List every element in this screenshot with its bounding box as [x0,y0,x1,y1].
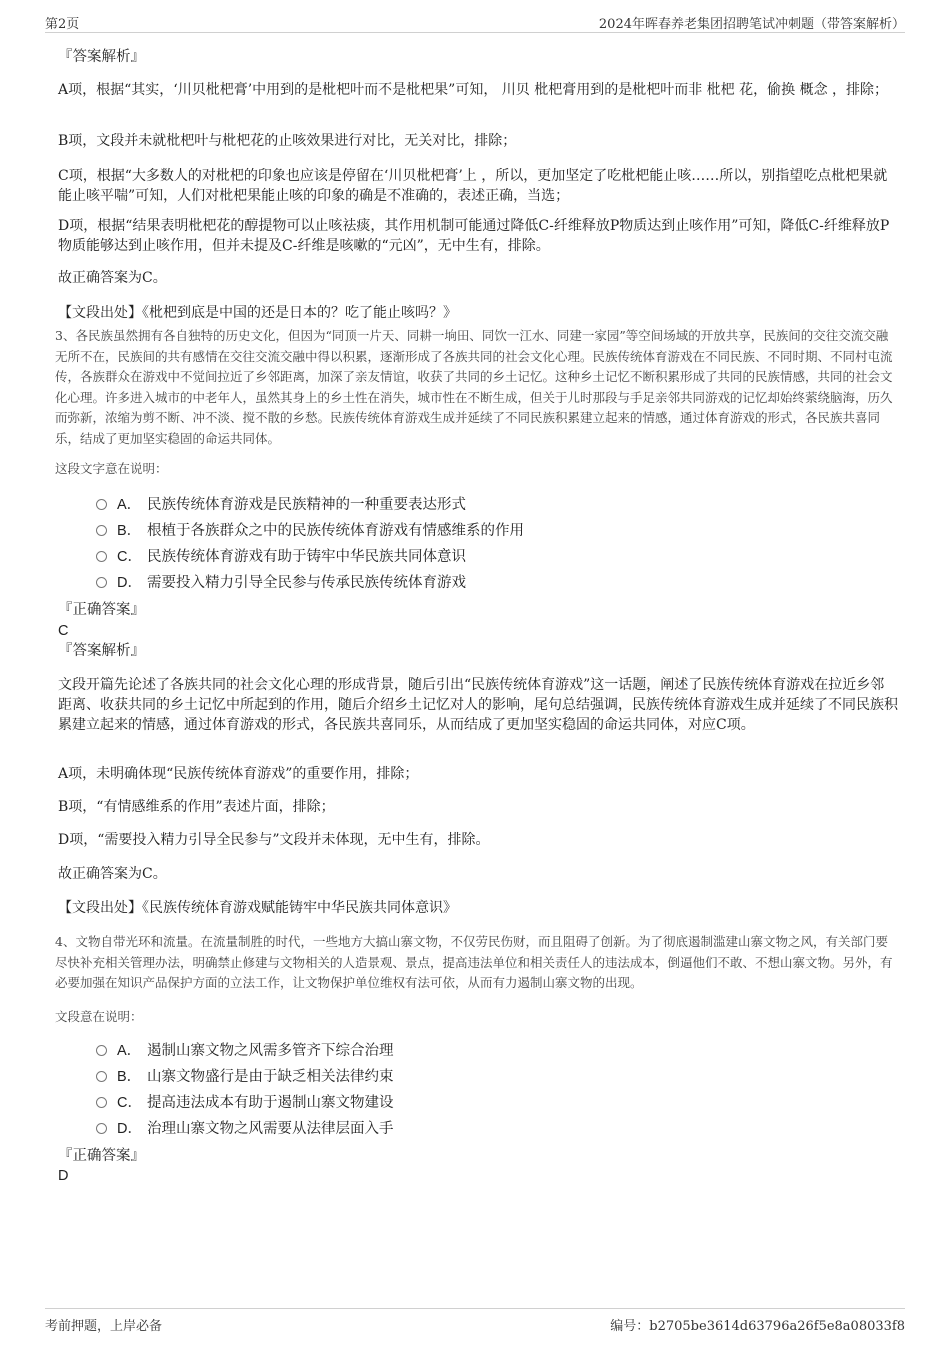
q2-option-a-analysis: A项，根据“其实，‘川贝枇杷膏’中用到的是枇杷叶而不是枇杷果”可知， 川贝 枇杷膏用到的是枇杷叶而非 枇杷 花，偷换 概念 ，排除； [58,82,889,98]
q3-passage: 3、各民族虽然拥有各自独特的历史文化，但因为“同顶一片天、同耕一垧田、同饮一江水、同建一家园”等空间场域的开放共享，民族间的交往交流交融无所不在，民族间的共有感情在交往交流交融中得以积累，逐渐形成了各族共同的社会文化心理。民族传统体育游戏在不同民族、不同时期、不同村屯流传，各族群众在游戏中不觉间拉近了乡邻距离，加深了亲友情谊，收获了共同的乡土记忆。这种乡土记忆不断积累形成了共同的民族情感，共同的社会文化心理。许多进入城市的中老年人，虽然其身上的乡土性在消失，城市性在不断生成，但关于儿时那段与手足亲邻共同游戏的记忆却始终萦绕脑海，历久而弥新，浓缩为剪不断、冲不淡、搅不散的乡愁。民族传统体育游戏生成并延续了不同民族积累建立起来的情感，通过体育游戏的形式，各民族共喜同乐，结成了更加坚实稳固的命运共同体。 [55,328,893,446]
q4-option-d[interactable] [96,1118,394,1140]
q3-answer-label: 『正确答案』 [58,602,145,618]
q3-option-a-analysis: A项，未明确体现“民族传统体育游戏”的重要作用，排除； [58,766,419,782]
q3-option-b[interactable] [96,520,524,542]
q2-source: 【文段出处】《枇杷到底是中国的还是日本的？吃了能止咳吗？》 [58,305,457,321]
q3-option-d-analysis: D项，“需要投入精力引导全民参与”文段并未体现，无中生有，排除。 [58,832,490,848]
radio-icon[interactable] [96,551,107,562]
q3-conclusion: 故正确答案为C。 [58,866,167,882]
q3-source: 【文段出处】《民族传统体育游戏赋能铸牢中华民族共同体意识》 [58,900,457,916]
radio-icon[interactable] [96,1097,107,1108]
q3-option-b-analysis: B项，“有情感维系的作用”表述片面，排除； [58,799,335,815]
option-text: 根植于各族群众之中的民族传统体育游戏有情感维系的作用 [147,523,524,539]
radio-icon[interactable] [96,1071,107,1082]
q3-option-c[interactable] [96,546,466,568]
option-text: 治理山寨文物之风需要从法律层面入手 [147,1121,394,1137]
option-text: 需要投入精力引导全民参与传承民族传统体育游戏 [147,575,466,591]
page-header [45,10,905,33]
radio-icon[interactable] [96,499,107,510]
page-footer [45,1308,905,1339]
q3-prompt: 这段文字意在说明： [55,461,168,476]
q4-answer-label: 『正确答案』 [58,1148,145,1164]
q2-option-b-analysis: B项，文段并未就枇杷叶与枇杷花的止咳效果进行对比，无关对比，排除； [58,133,517,149]
q3-answer: C [58,623,69,639]
q4-option-c[interactable] [96,1092,394,1114]
option-letter: A． [117,1043,142,1059]
radio-icon[interactable] [96,1045,107,1056]
option-letter: D． [117,575,142,591]
q4-option-b[interactable] [96,1066,394,1088]
option-letter: C． [117,549,142,565]
footer-slogan: 考前押题，上岸必备 [45,1319,163,1334]
option-text: 民族传统体育游戏有助于铸牢中华民族共同体意识 [147,549,466,565]
q4-passage: 4、文物自带光环和流量。在流量制胜的时代，一些地方大搞山寨文物，不仅劳民伤财，而且阻碍了创新。为了彻底遏制滥建山寨文物之风，有关部门要尽快补充相关管理办法，明确禁止修建与文物相关的人造景观、景点，提高违法单位和相关责任人的违法成本，倒逼他们不敢、不想山寨文物。另外，有必要加强在知识产品保护方面的立法工作，让文物保护单位维权有法可依，从而有力遏制山寨文物的出现。 [55,934,893,990]
q3-explanation-label: 『答案解析』 [58,643,145,659]
q2-conclusion: 故正确答案为C。 [58,270,167,286]
q4-option-a[interactable] [96,1040,394,1062]
q3-option-a[interactable] [96,494,466,516]
option-letter: B． [117,1069,142,1085]
option-text: 民族传统体育游戏是民族精神的一种重要表达形式 [147,497,466,513]
q3-explanation-main: 文段开篇先论述了各族共同的社会文化心理的形成背景，随后引出“民族传统体育游戏”这一话题，阐述了民族传统体育游戏在拉近乡邻距离、收获共同的乡土记忆中所起到的作用，随后介绍乡土记忆对人的影响，尾句总结强调，民族传统体育游戏生成并延续了不同民族积累建立起来的情感，通过体育游戏的形式，各民族共喜同乐，从而结成了更加坚实稳固的命运共同体，对应C项。 [58,677,898,733]
q2-option-c-analysis: C项，根据“大多数人的对枇杷的印象也应该是停留在‘川贝枇杷膏’上 ，所以，更加坚定了吃枇杷能止咳……所以，别指望吃点枇杷果就能止咳平喘”可知，人们对枇杷果能止咳的印象的确是不准确的，表述正确，当选； [58,168,888,204]
option-letter: C． [117,1095,142,1111]
option-text: 提高违法成本有助于遏制山寨文物建设 [147,1095,394,1111]
q4-prompt: 文段意在说明： [55,1009,143,1024]
radio-icon[interactable] [96,1123,107,1134]
q3-option-d[interactable] [96,572,466,594]
q2-explanation-label: 『答案解析』 [58,49,145,65]
radio-icon[interactable] [96,577,107,588]
document-title: 2024年晖春养老集团招聘笔试冲刺题（带答案解析） [598,17,905,32]
option-text: 山寨文物盛行是由于缺乏相关法律约束 [147,1069,394,1085]
option-letter: A． [117,497,142,513]
option-letter: D． [117,1121,142,1137]
q4-answer: D [58,1168,69,1184]
option-text: 遏制山寨文物之风需多管齐下综合治理 [147,1043,394,1059]
footer-serial: 编号：b2705be3614d63796a26f5e8a08033f8 [610,1319,905,1334]
radio-icon[interactable] [96,525,107,536]
page-number: 第2页 [45,17,80,32]
option-letter: B． [117,523,142,539]
q2-option-d-analysis: D项，根据“结果表明枇杷花的醇提物可以止咳祛痰，其作用机制可能通过降低C-纤维释放P物质达到止咳作用”可知，降低C-纤维释放P物质能够达到止咳作用，但并未提及C-纤维是咳嗽的“元凶”，无中生有，排除。 [58,218,890,254]
